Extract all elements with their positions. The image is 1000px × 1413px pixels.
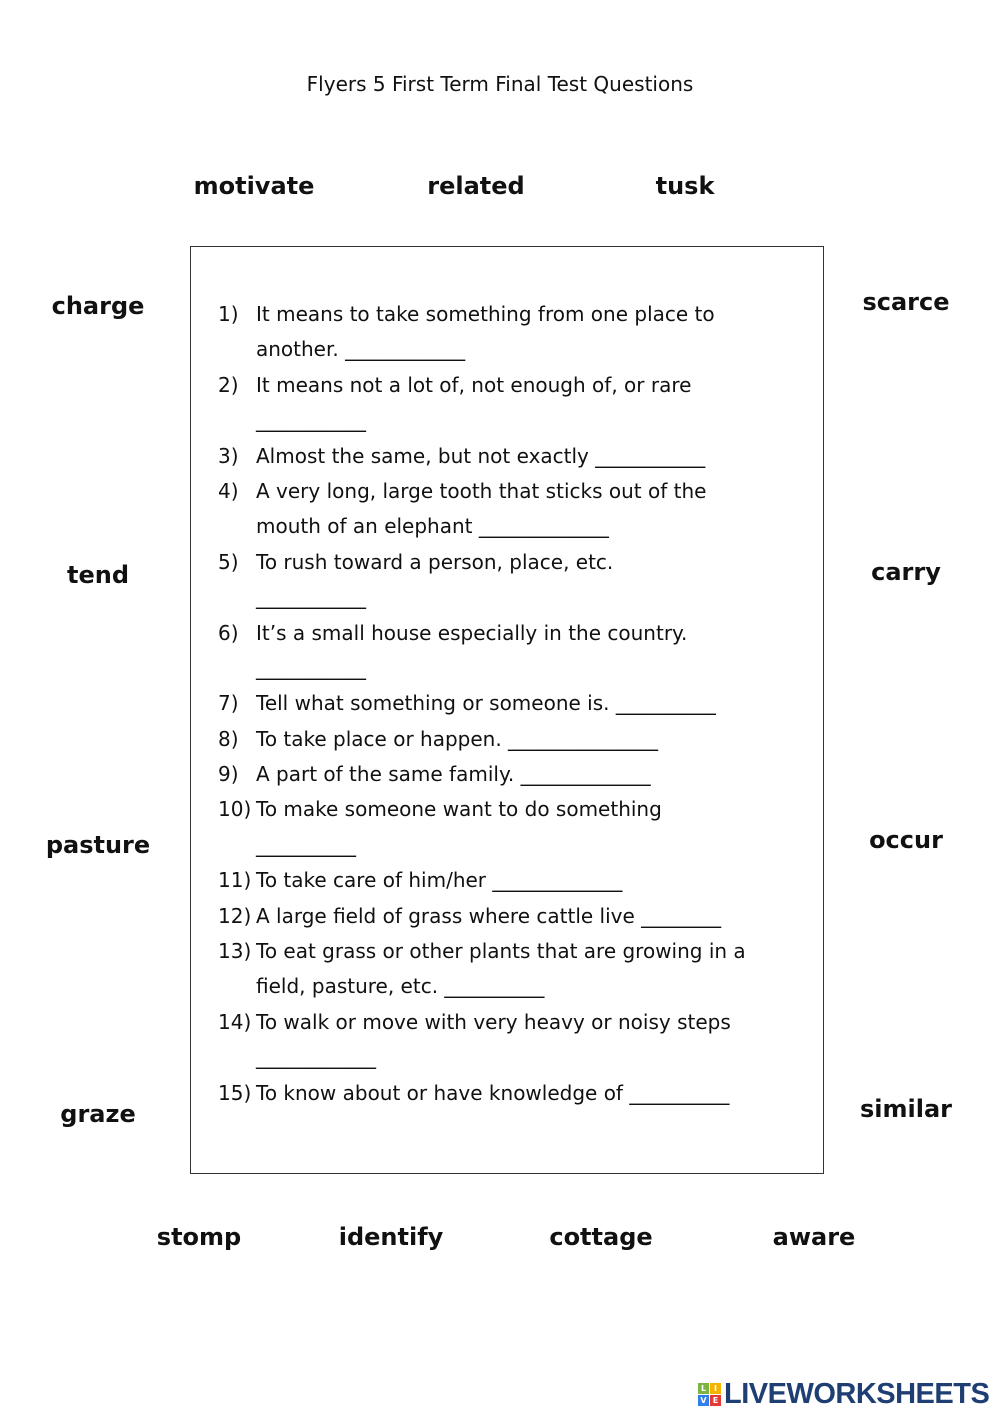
word-bank-item: tend [66,561,130,589]
question-number: 6) [218,620,239,645]
question-number: 14) [218,1009,252,1034]
question-item [218,686,818,721]
question-text: mouth of an elephant _____________ [256,514,609,539]
question-item [218,368,818,403]
question-text: ___________ [256,585,366,610]
question-text: To rush toward a person, place, etc. [256,549,614,574]
question-number: 2) [218,372,239,397]
question-text: A very long, large tooth that sticks out of the [256,478,707,503]
question-item [218,439,818,474]
question-text: ____________ [256,1045,376,1070]
question-number: 3) [218,443,239,468]
logo-tiles-icon [698,1383,721,1406]
question-item [218,722,818,757]
question-text: It’s a small house especially in the country. [256,620,688,645]
question-item [218,332,818,367]
question-number: 7) [218,691,239,716]
question-item [218,757,818,792]
question-number: 9) [218,762,239,787]
word-bank-item: related [427,172,525,200]
word-bank-item: pasture [45,831,151,859]
question-item [218,474,818,509]
question-number: 5) [218,549,239,574]
logo-tile: E [710,1395,721,1406]
word-bank-item: carry [871,558,941,586]
question-item [218,934,818,969]
question-item [218,580,818,615]
question-text: It means not a lot of, not enough of, or rare [256,372,692,397]
question-item [218,1005,818,1040]
question-text: another. ____________ [256,337,466,362]
question-number: 8) [218,726,239,751]
question-item [218,545,818,580]
question-item [218,899,818,934]
question-number: 10) [218,797,252,822]
question-text: ___________ [256,408,366,433]
question-text: To take place or happen. _______________ [256,726,659,751]
question-number: 15) [218,1080,252,1105]
question-item [218,969,818,1004]
question-text: To take care of him/her _____________ [256,868,623,893]
page-title: Flyers 5 First Term Final Test Questions [306,72,694,96]
question-text: ___________ [256,655,366,680]
word-bank-item: similar [859,1095,953,1123]
logo-text: LIVEWORKSHEETS [724,1378,990,1410]
question-text: field, pasture, etc. __________ [256,974,545,999]
liveworksheets-logo [698,1378,989,1411]
question-item [218,509,818,544]
logo-tile: L [698,1383,709,1394]
word-bank-item: aware [772,1223,856,1251]
word-bank-item: stomp [156,1223,242,1251]
question-item [218,792,818,827]
question-text: Tell what something or someone is. __________ [256,691,716,716]
question-item [218,828,818,863]
logo-tile: I [710,1383,721,1394]
word-bank-item: identify [338,1223,444,1251]
question-number: 1) [218,302,239,326]
question-text: To eat grass or other plants that are growing in a [256,939,746,964]
word-bank-item: scarce [862,288,950,316]
question-text: To make someone want to do something [256,797,662,822]
word-bank-item: occur [869,826,943,854]
word-bank-item: graze [60,1100,136,1128]
question-text: It means to take something from one place to [256,302,715,326]
question-number: 13) [218,939,252,964]
question-item [218,651,818,686]
question-item [218,403,818,438]
word-bank-item: cottage [549,1223,653,1251]
question-text: A large field of grass where cattle live ________ [256,903,722,928]
question-text: To know about or have knowledge of __________ [256,1080,730,1105]
question-item [218,297,818,332]
question-number: 4) [218,478,239,503]
word-bank-item: tusk [655,172,715,200]
question-item [218,1076,818,1111]
logo-tile: V [698,1395,709,1406]
word-bank-item: motivate [193,172,315,200]
question-number: 12) [218,903,252,928]
question-list [218,297,818,1111]
question-item [218,616,818,651]
question-text: Almost the same, but not exactly ___________ [256,443,706,468]
question-text: __________ [256,832,356,857]
question-text: A part of the same family. _____________ [256,762,651,787]
question-number: 11) [218,868,252,893]
question-item [218,863,818,898]
question-item [218,1040,818,1075]
word-bank-item: charge [51,292,145,320]
question-text: To walk or move with very heavy or noisy steps [256,1009,731,1034]
